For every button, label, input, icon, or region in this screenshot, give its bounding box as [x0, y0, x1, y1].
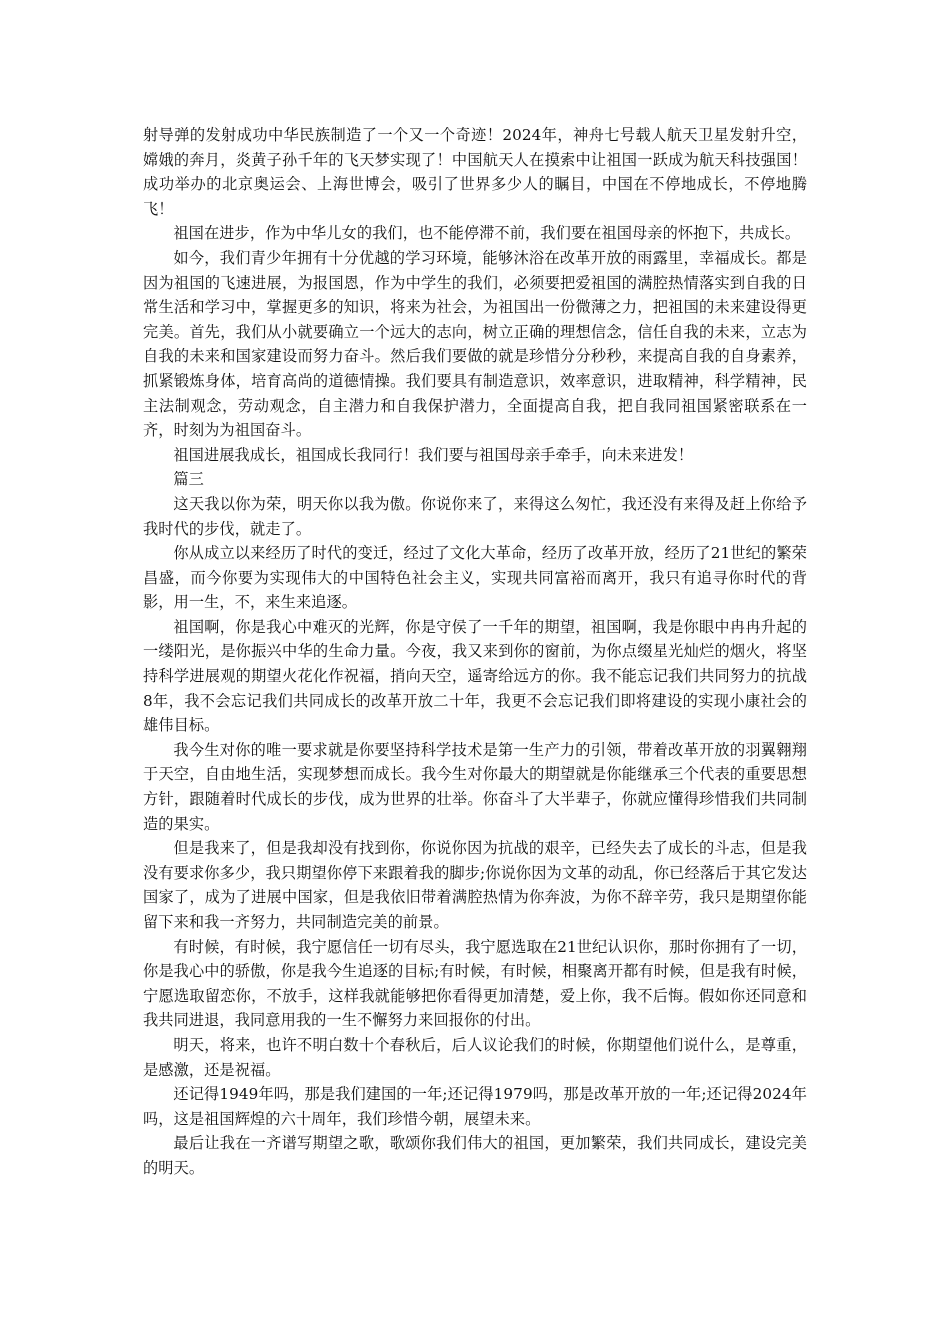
document-body — [143, 123, 807, 1181]
paragraph: 有时候，有时候，我宁愿信任一切有尽头，我宁愿选取在21世纪认识你，那时你拥有了一切，你是我心中的骄傲，你是我今生追逐的目标;有时候，有时候，相聚离开都有时候，但是我有时候，宁愿选取留恋你，不放手，这样我就能够把你看得更加清楚，爱上你，我不后悔。假如你还同意和我共同进退，我同意用我的一生不懈努力来回报你的付出。 — [143, 937, 807, 1030]
paragraph: 祖国在进步，作为中华儿女的我们，也不能停滞不前，我们要在祖国母亲的怀抱下，共成长。 — [173, 224, 801, 243]
paragraph: 如今，我们青少年拥有十分优越的学习环境，能够沐浴在改革开放的雨露里，幸福成长。都是因为祖国的飞速进展，为报国恩，作为中学生的我们，必须要把爱祖国的满腔热情落实到自我的日常生活和学习中，掌握更多的知识，将来为社会，为祖国出一份微薄之力，把祖国的未来建设得更完美。首先，我们从小就要确立一个远大的志向，树立正确的理想信念，信任自我的未来，立志为自我的未来和国家建设而努力奋斗。然后我们要做的就是珍惜分分秒秒，来提高自我的自身素养，抓紧锻炼身体，培育高尚的道德情操。我们要具有制造意识，效率意识，进取精神，科学精神，民主法制观念，劳动观念，自主潜力和自我保护潜力，全面提高自我，把自我同祖国紧密联系在一齐，时刻为为祖国奋斗。 — [143, 248, 807, 440]
paragraph: 祖国啊，你是我心中难灭的光辉，你是守侯了一千年的期望，祖国啊，我是你眼中冉冉升起的一缕阳光，是你振兴中华的生命力量。今夜，我又来到你的窗前，为你点缀星光灿烂的烟火，将坚持科学进展观的期望火花化作祝福，捎向天空，遥寄给远方的你。我不能忘记我们共同努力的抗战8年，我不会忘记我们共同成长的改革开放二十年，我更不会忘记我们即将建设的实现小康社会的雄伟目标。 — [143, 617, 807, 735]
section-heading: 篇三 — [173, 470, 204, 489]
paragraph: 最后让我在一齐谱写期望之歌，歌颂你我们伟大的祖国，更加繁荣，我们共同成长，建设完美的明天。 — [143, 1134, 807, 1177]
paragraph: 还记得1949年吗，那是我们建国的一年;还记得1979吗，那是改革开放的一年;还记得2024年吗，这是祖国辉煌的六十周年，我们珍惜今朝，展望未来。 — [143, 1085, 807, 1128]
paragraph: 你从成立以来经历了时代的变迁，经过了文化大革命，经历了改革开放，经历了21世纪的繁荣昌盛，而今你要为实现伟大的中国特色社会主义，实现共同富裕而离开，我只有追寻你时代的背影，用一生，不，来生来追逐。 — [143, 544, 807, 612]
paragraph: 但是我来了，但是我却没有找到你，你说你因为抗战的艰辛，已经失去了成长的斗志，但是我没有要求你多少，我只期望你停下来跟着我的脚步;你说你因为文革的动乱，你已经落后于其它发达国家了，成为了进展中国家，但是我依旧带着满腔热情为你奔波，为你不辞辛劳，我只是期望你能留下来和我一齐努力，共同制造完美的前景。 — [143, 839, 807, 931]
paragraph: 祖国进展我成长，祖国成长我同行！我们要与祖国母亲手牵手，向未来进发！ — [173, 445, 694, 464]
paragraph: 射导弹的发射成功中华民族制造了一个又一个奇迹！2024年，神舟七号载人航天卫星发射升空，嫦娥的奔月，炎黄子孙千年的飞天梦实现了！中国航天人在摸索中让祖国一跃成为航天科技强国！成功举办的北京奥运会、上海世博会，吸引了世界多少人的瞩目，中国在不停地成长，不停地腾飞！ — [143, 126, 807, 218]
paragraph: 明天，将来，也许不明白数十个春秋后，后人议论我们的时候，你期望他们说什么，是尊重，是感激，还是祝福。 — [143, 1035, 807, 1079]
paragraph: 这天我以你为荣，明天你以我为傲。你说你来了，来得这么匆忙，我还没有来得及赶上你给予我时代的步伐，就走了。 — [143, 494, 807, 538]
paragraph: 我今生对你的唯一要求就是你要坚持科学技术是第一生产力的引领，带着改革开放的羽翼翱翔于天空，自由地生活，实现梦想而成长。我今生对你最大的期望就是你能继承三个代表的重要思想方针，跟随着时代成长的步伐，成为世界的壮举。你奋斗了大半辈子，你就应懂得珍惜我们共同制造的果实。 — [143, 740, 807, 833]
